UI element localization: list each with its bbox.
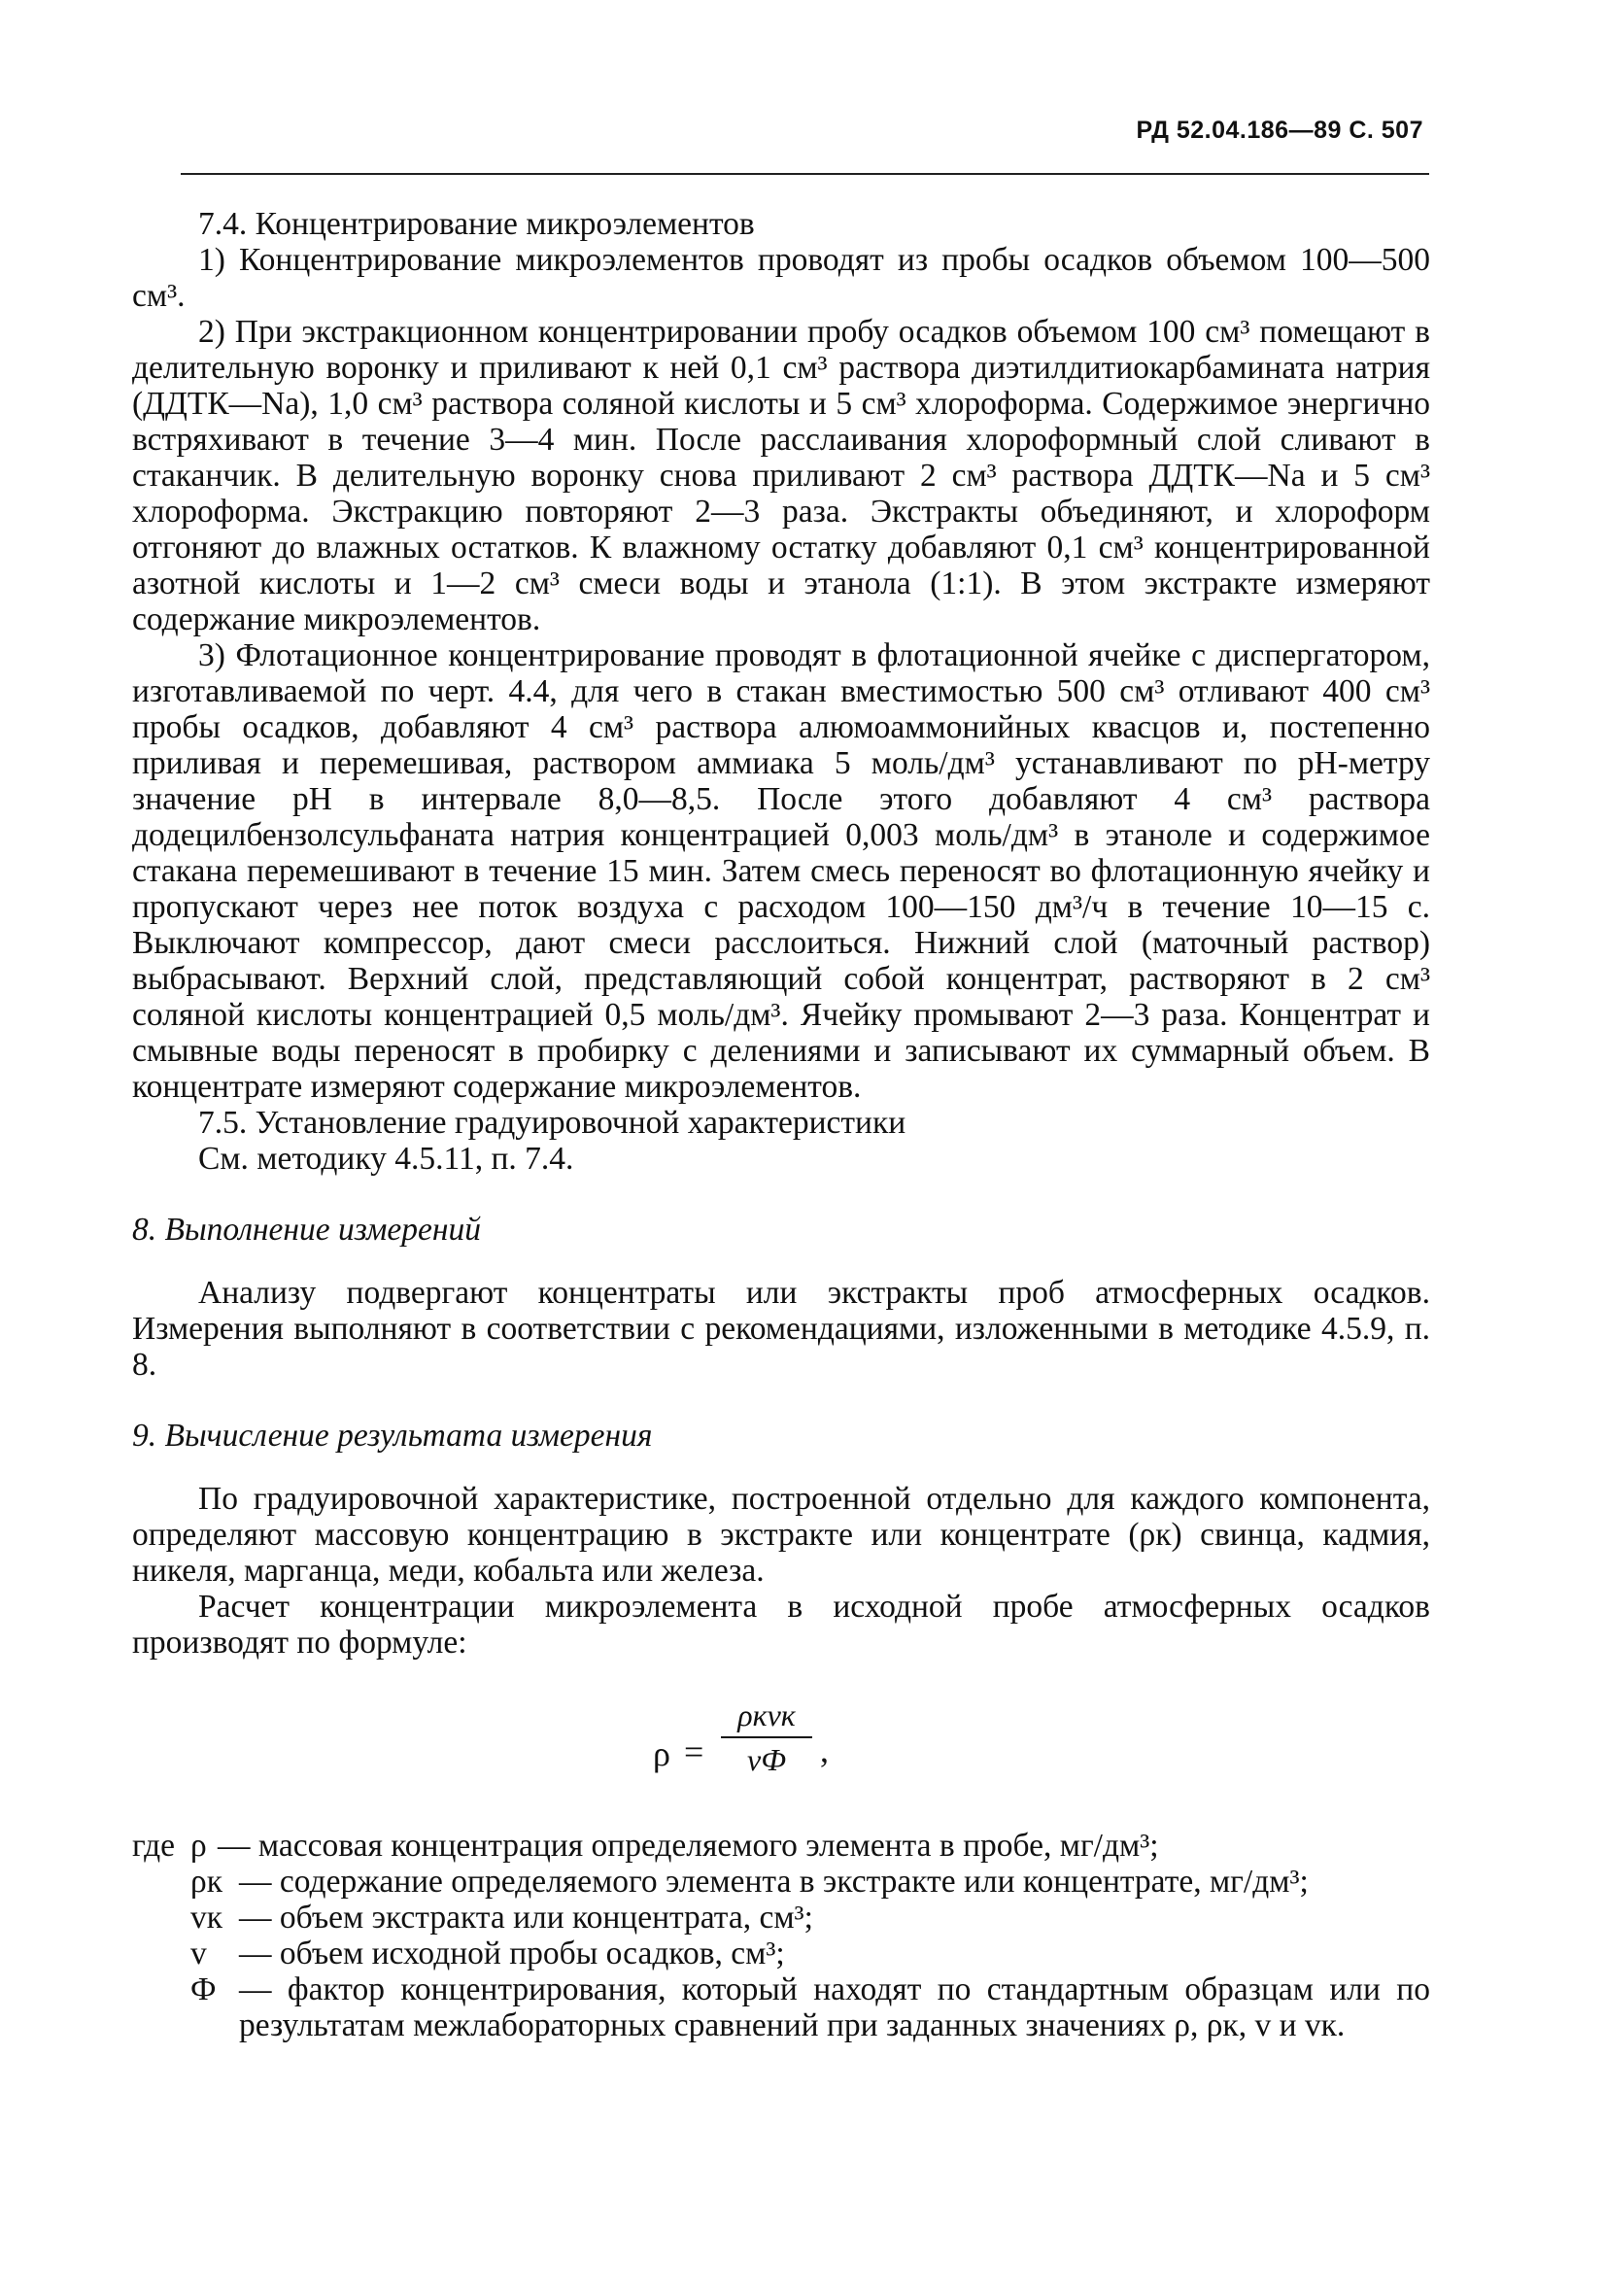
definition-row [132, 1864, 1430, 1900]
section-7-4-item-3: 3) Флотационное концентрирование проводят в флотационной ячейке с диспергатором, изготавливаемой по черт. 4.4, для чего в стакан вместимостью 500 см³ отливают 400 см³ пробы осадков, добавляют 4 см³ раствора алюмоаммонийных квасцов и, постепенно приливая и перемешивая, раствором аммиака 5 моль/дм³ устанавливают по рН-метру значение рН в интервале 8,0—8,5. После этого добавляют 4 см³ раствора додецилбензолсульфаната натрия концентрацией 0,003 моль/дм³ в этаноле и содержимое стакана перемешивают в течение 15 мин. Затем смесь переносят во флотационную ячейку и пропускают через нее поток воздуха с расходом 100—150 дм³/ч в течение 10—15 с. Выключают компрессор, дают смеси расслоиться. Нижний слой (маточный раствор) выбрасывают. Верхний слой, представляющий собой концентрат, растворяют в 2 см³ соляной кислоты концентрацией 0,5 моль/дм³. Ячейку промывают 2—3 раза. Концентрат и смывные воды переносят в пробирку с делениями и записывают их суммарный объем. В концентрате измеряют содержание микроэлементов. [132, 637, 1430, 1105]
definition-symbol: Ф [190, 1971, 217, 2007]
section-7-4-item-2: 2) При экстракционном концентрировании пробу осадков объемом 100 см³ помещают в делительную воронку и приливают к ней 0,1 см³ раствора диэтилдитиокарбамината натрия (ДДТК—Na), 1,0 см³ раствора соляной кислоты и 5 см³ хлороформа. Содержимое энергично встряхивают в течение 3—4 мин. После расслаивания хлороформный слой сливают в стаканчик. В делительную воронку снова приливают 2 см³ раствора ДДТК—Na и 5 см³ хлороформа. Экстракцию повторяют 2—3 раза. Экстракты объединяют, и хлороформ отгоняют до влажных остатков. К влажному остатку добавляют 0,1 см³ концентрированной азотной кислоты и 1—2 см³ смеси воды и этанола (1:1). В этом экстракте измеряют содержание микроэлементов. [132, 314, 1430, 637]
concentration-formula [132, 1682, 1430, 1808]
definition-symbol: v [190, 1936, 207, 1971]
section-7-4-item-1: 1) Концентрирование микроэлементов проводят из пробы осадков объемом 100—500 см³. [132, 242, 1430, 314]
definition-row [132, 1936, 1430, 1971]
section-9-paragraph-2: Расчет концентрации микроэлемента в исходной пробе атмосферных осадков производят по формуле: [132, 1589, 1430, 1661]
definition-row [132, 1900, 1430, 1936]
section-9-heading: 9. Вычисление результата измерения [132, 1418, 653, 1454]
definition-symbol: ρк [190, 1864, 222, 1900]
definition-symbol: vк [190, 1900, 223, 1936]
section-7-5-title: 7.5. Установление градуировочной характеристики [198, 1105, 906, 1141]
definition-text: — содержание определяемого элемента в экстракте или концентрате, мг/дм³; [239, 1864, 1309, 1900]
section-7-4-title: 7.4. Концентрирование микроэлементов [198, 206, 755, 242]
formula-comma: , [820, 1731, 829, 1769]
definition-row [132, 1971, 1430, 2043]
definition-symbol: ρ [190, 1828, 207, 1864]
formula-denominator: vФ [747, 1742, 786, 1777]
header-rule [181, 173, 1429, 175]
fraction-bar [721, 1736, 812, 1738]
definition-row [132, 1828, 1430, 1864]
formula-numerator: ρкvк [737, 1697, 796, 1732]
formula-equals: = [684, 1732, 704, 1771]
formula-fraction [721, 1696, 812, 1779]
definition-text: — фактор концентрирования, который находят по стандартным образцам или по результатам межлабораторных сравнений при заданных значениях ρ, ρк, v и vк. [239, 1971, 1430, 2043]
formula-lhs: ρ [653, 1734, 670, 1773]
section-7-5-text: См. методику 4.5.11, п. 7.4. [198, 1141, 574, 1177]
variable-definitions [132, 1828, 1430, 2043]
section-9-paragraph-1: По градуировочной характеристике, построенной отдельно для каждого компонента, определяют массовую концентрацию в экстракте или концентрате (ρк) свинца, кадмия, никеля, марганца, меди, кобальта или железа. [132, 1481, 1430, 1589]
document-body [132, 206, 1430, 2043]
section-8-text: Анализу подвергают концентраты или экстракты проб атмосферных осадков. Измерения выполняют в соответствии с рекомендациями, изложенными в методике 4.5.9, п. 8. [132, 1275, 1430, 1383]
page-header: РД 52.04.186—89 С. 507 [1136, 117, 1423, 144]
definition-text: — объем экстракта или концентрата, см³; [239, 1900, 813, 1936]
definition-text: — объем исходной пробы осадков, см³; [239, 1936, 785, 1971]
where-label: где [132, 1828, 175, 1864]
definition-text: — массовая концентрация определяемого элемента в пробе, мг/дм³; [218, 1828, 1159, 1864]
section-8-heading: 8. Выполнение измерений [132, 1212, 481, 1248]
